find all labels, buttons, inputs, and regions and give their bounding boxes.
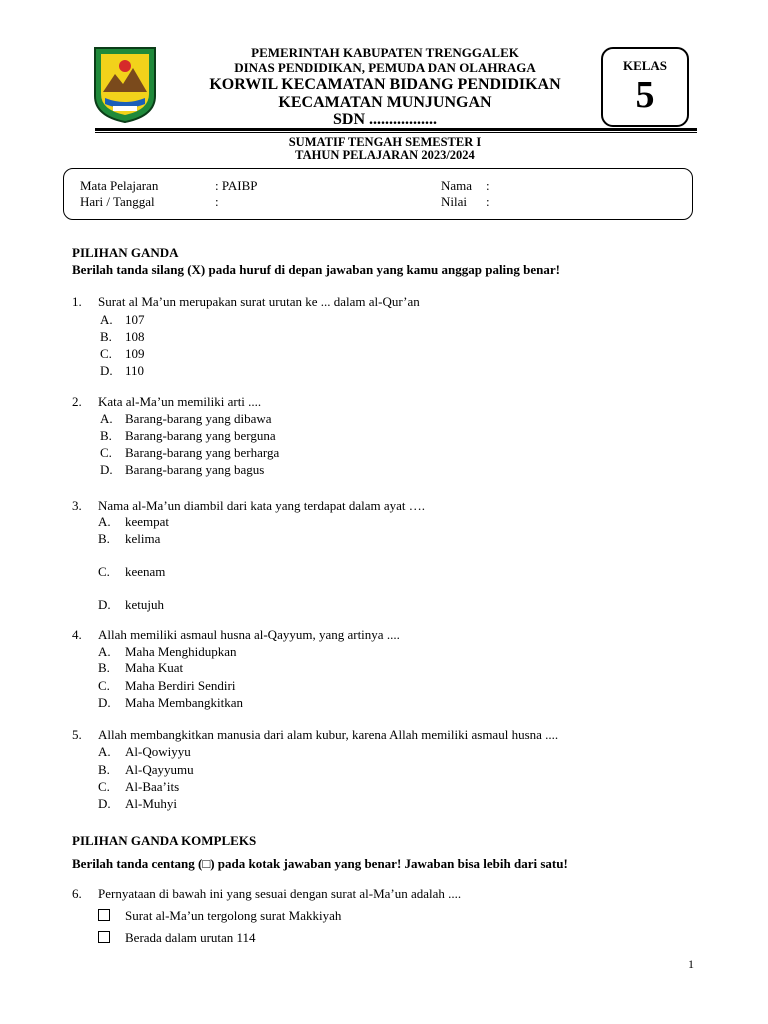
option-text: Barang-barang yang berharga: [125, 445, 280, 460]
mapel-value: : PAIBP: [215, 178, 258, 193]
option-letter: A.: [100, 312, 113, 327]
option-letter: A.: [98, 744, 111, 759]
question-number: 6.: [72, 886, 82, 901]
option-text: Maha Menghidupkan: [125, 644, 237, 659]
option-letter: C.: [100, 445, 112, 460]
question-number: 5.: [72, 727, 82, 742]
option-text: Maha Kuat: [125, 660, 184, 675]
option-text: 110: [125, 363, 145, 378]
kelas-number: 5: [635, 74, 655, 116]
section1-instruction: Berilah tanda silang (X) pada huruf di depan jawaban yang kamu anggap paling benar!: [72, 262, 560, 277]
option-text: Barang-barang yang bagus: [125, 462, 265, 477]
checkbox-option-text: Berada dalam urutan 114: [125, 930, 256, 945]
section2-instruction: Berilah tanda centang (□) pada kotak jawaban yang benar! Jawaban bisa lebih dari satu!: [72, 856, 568, 871]
header-line-1: PEMERINTAH KABUPATEN TRENGGALEK: [251, 45, 519, 60]
option-text: 107: [125, 312, 145, 327]
header-rule: [95, 128, 697, 131]
question-text: Surat al Ma’un merupakan surat urutan ke ... dalam al-Qur’an: [98, 294, 420, 309]
option-text: Al-Baa’its: [125, 779, 180, 794]
checkbox-icon[interactable]: [98, 931, 110, 943]
option-text: kelima: [125, 531, 161, 546]
option-letter: D.: [100, 462, 113, 477]
option-text: Al-Muhyi: [125, 796, 177, 811]
question-text: Allah membangkitkan manusia dari alam kubur, karena Allah memiliki asmaul husna ....: [98, 727, 559, 742]
hari-label: Hari / Tanggal: [80, 194, 155, 209]
header-line-5: SDN .................: [332, 111, 437, 128]
mapel-label: Mata Pelajaran: [80, 178, 159, 193]
option-text: Barang-barang yang dibawa: [125, 411, 272, 426]
header-rule-thin: [95, 132, 697, 133]
option-text: 108: [125, 329, 145, 344]
option-letter: B.: [98, 660, 110, 675]
option-letter: D.: [98, 597, 111, 612]
question-number: 1.: [72, 294, 82, 309]
question-text: Kata al-Ma’un memiliki arti ....: [98, 394, 262, 409]
header-line-4: KECAMATAN MUNJUNGAN: [278, 94, 492, 111]
option-letter: D.: [98, 796, 111, 811]
subtitle-line-1: SUMATIF TENGAH SEMESTER I: [288, 135, 482, 149]
kelas-label: KELAS: [622, 58, 668, 73]
nilai-label: Nilai: [441, 194, 467, 209]
section2-title: PILIHAN GANDA KOMPLEKS: [72, 833, 257, 848]
option-letter: B.: [98, 531, 110, 546]
option-letter: D.: [98, 695, 111, 710]
page-number: 1: [688, 957, 694, 971]
option-text: Maha Membangkitkan: [125, 695, 244, 710]
header-line-3: KORWIL KECAMATAN BIDANG PENDIDIKAN: [209, 76, 561, 93]
option-text: Maha Berdiri Sendiri: [125, 678, 236, 693]
identity-box: [63, 168, 693, 220]
kelas-box: [601, 47, 689, 127]
subtitle-line-2: TAHUN PELAJARAN 2023/2024: [295, 148, 475, 162]
option-letter: B.: [100, 428, 112, 443]
nama-label: Nama: [441, 178, 473, 193]
option-text: Al-Qayyumu: [125, 762, 194, 777]
option-letter: C.: [100, 346, 112, 361]
header-line-2: DINAS PENDIDIKAN, PEMUDA DAN OLAHRAGA: [234, 60, 536, 75]
nilai-colon: :: [486, 194, 490, 209]
option-letter: C.: [98, 678, 110, 693]
checkbox-option-text: Surat al-Ma’un tergolong surat Makkiyah: [125, 908, 342, 923]
option-text: 109: [125, 346, 145, 361]
option-text: ketujuh: [125, 597, 164, 612]
option-letter: C.: [98, 779, 110, 794]
option-text: keempat: [125, 514, 170, 529]
question-number: 4.: [72, 627, 82, 642]
option-text: Al-Qowiyyu: [125, 744, 191, 759]
option-letter: A.: [100, 411, 113, 426]
option-letter: A.: [98, 644, 111, 659]
option-letter: B.: [98, 762, 110, 777]
option-letter: B.: [100, 329, 112, 344]
question-text: Pernyataan di bawah ini yang sesuai dengan surat al-Ma’un adalah ....: [98, 886, 462, 901]
option-letter: D.: [100, 363, 113, 378]
nama-colon: :: [486, 178, 490, 193]
option-text: Barang-barang yang berguna: [125, 428, 276, 443]
section1-title: PILIHAN GANDA: [72, 245, 179, 260]
option-letter: C.: [98, 564, 110, 579]
option-text: keenam: [125, 564, 166, 579]
question-number: 3.: [72, 498, 82, 513]
hari-value: :: [215, 194, 219, 209]
question-number: 2.: [72, 394, 82, 409]
regency-logo: [91, 44, 159, 124]
checkbox-icon[interactable]: [98, 909, 110, 921]
question-text: Allah memiliki asmaul husna al-Qayyum, yang artinya ....: [98, 627, 400, 642]
option-letter: A.: [98, 514, 111, 529]
question-text: Nama al-Ma’un diambil dari kata yang terdapat dalam ayat ….: [98, 498, 426, 513]
